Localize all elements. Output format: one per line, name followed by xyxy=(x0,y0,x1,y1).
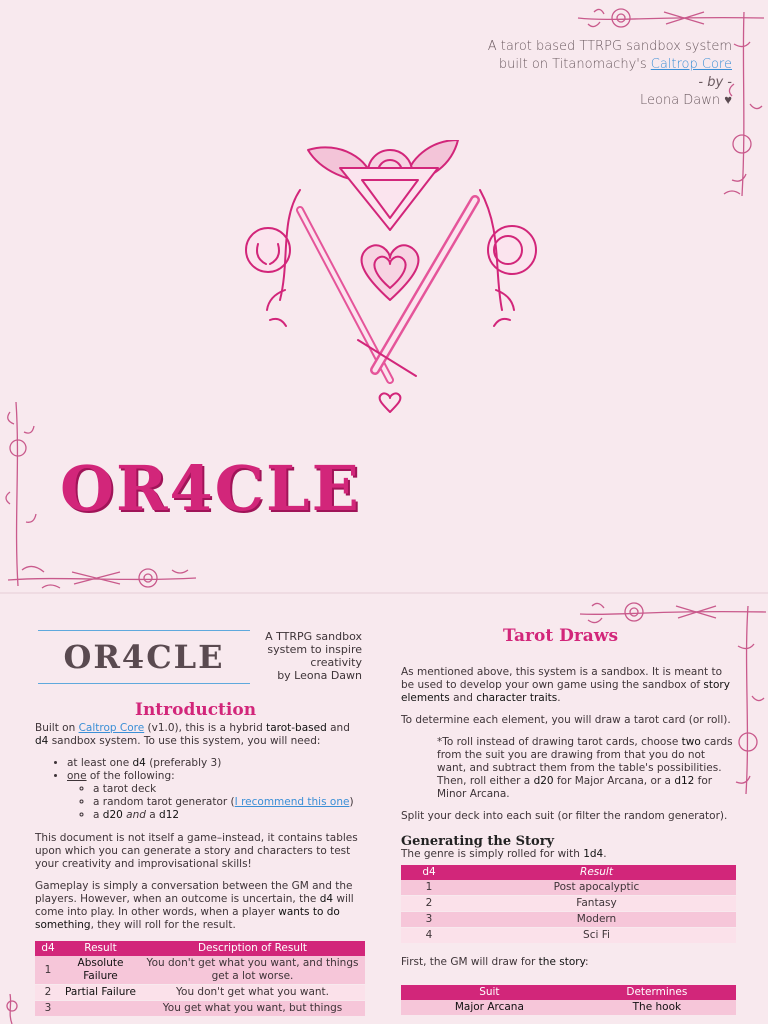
text: . xyxy=(557,692,561,704)
vine-ornament-content-left xyxy=(0,994,24,1024)
table-row xyxy=(35,985,365,1001)
header-tag-line-1: A TTRPG sandbox xyxy=(265,630,362,643)
gm-draw-paragraph xyxy=(401,956,736,969)
text: and xyxy=(326,722,350,734)
text: a xyxy=(93,809,103,821)
bold-text: character traits xyxy=(476,692,558,704)
italic-text: and xyxy=(122,809,150,821)
tagline-line-1: A tarot based TTRPG sandbox system xyxy=(487,39,732,54)
text: Built on xyxy=(35,722,79,734)
caltrop-core-link[interactable]: Caltrop Core xyxy=(650,57,732,72)
text: (preferably 3) xyxy=(145,757,222,769)
table-header-row xyxy=(35,941,365,956)
underlined-text: one xyxy=(67,770,87,782)
cover-title: OR4CLE xyxy=(60,452,361,525)
table-row xyxy=(401,896,736,912)
table-row xyxy=(401,1000,736,1016)
intro-paragraph-1 xyxy=(35,722,365,748)
table-header-cell: Result xyxy=(457,865,736,880)
result-table xyxy=(35,941,365,1017)
table-row xyxy=(401,880,736,896)
bold-text: story elements xyxy=(401,679,730,704)
bold-text: 1d4 xyxy=(583,848,604,860)
table-header-cell: Result xyxy=(61,941,140,956)
table-row xyxy=(401,928,736,944)
tagline-by: - by - xyxy=(698,75,732,90)
requirements-list xyxy=(35,757,365,822)
sub-list-item xyxy=(93,809,365,822)
text: for Minor Arcana. xyxy=(437,775,713,800)
text: As mentioned above, this system is a sandbox. It is meant to be used to develop your own game using the sandbox of xyxy=(401,666,723,691)
table-cell: Partial Failure xyxy=(61,985,140,1001)
sub-list-item xyxy=(93,796,365,809)
bold-text: d12 xyxy=(674,775,695,787)
text: for Major Arcana, or a xyxy=(553,775,675,787)
table-cell: Absolute Failure xyxy=(61,956,140,985)
table-row xyxy=(35,956,365,985)
text: a random tarot generator ( xyxy=(93,796,235,808)
table-cell: 2 xyxy=(401,896,457,912)
text: cards from the suit you are drawing from that you do not want, and subtract them from the table's possibilities. Then, roll either a xyxy=(437,736,733,787)
list-item xyxy=(67,770,365,822)
introduction-body xyxy=(35,722,365,1017)
text: a xyxy=(149,809,160,821)
text: of the following: xyxy=(86,770,175,782)
text: . xyxy=(603,848,607,860)
text: : xyxy=(585,956,589,968)
bold-text: d4 xyxy=(35,735,49,747)
bold-text: d12 xyxy=(159,809,180,821)
table-cell: The hook xyxy=(578,1000,736,1016)
genre-paragraph xyxy=(401,848,736,861)
tarot-paragraph-3: Split your deck into each suit (or filter the random generator). xyxy=(401,810,728,822)
table-cell xyxy=(61,1001,140,1017)
suit-table xyxy=(401,985,736,1016)
sub-list xyxy=(67,783,365,822)
introduction-heading: Introduction xyxy=(135,700,257,720)
table-header-cell: d4 xyxy=(35,941,61,956)
table-cell: You get what you want, but things xyxy=(140,1001,365,1017)
caltrop-core-inline-link[interactable]: Caltrop Core xyxy=(78,722,145,734)
table-header-cell: Description of Result xyxy=(140,941,365,956)
header-tag-line-3: creativity xyxy=(310,656,362,669)
header-tag-line-2: system to inspire xyxy=(267,643,362,656)
tagline-author: Leona Dawn xyxy=(639,93,721,108)
tarot-paragraph-1 xyxy=(401,666,736,705)
tarot-draws-heading: Tarot Draws xyxy=(503,626,619,646)
text: will come into play. In other words, when a player xyxy=(35,893,354,918)
text: *To roll instead of drawing tarot cards, choose xyxy=(437,736,682,748)
text: , they will roll for the result. xyxy=(90,919,236,931)
bold-text: d20 xyxy=(102,809,123,821)
tagline-text: built on Titanomachy's xyxy=(498,57,651,72)
text: ) xyxy=(349,796,354,808)
table-cell: Fantasy xyxy=(457,896,736,912)
header-tagline xyxy=(258,630,362,682)
tarot-generator-link[interactable]: I recommend this one xyxy=(234,796,350,808)
table-cell: You don't get what you want. xyxy=(140,985,365,1001)
header-logo: OR4CLE xyxy=(38,630,250,684)
table-cell: 2 xyxy=(35,985,61,1001)
table-header-cell: Suit xyxy=(401,985,578,1000)
table-cell: Modern xyxy=(457,912,736,928)
table-header-row xyxy=(401,985,736,1000)
text: First, the GM will draw for xyxy=(401,956,539,968)
table-cell: 3 xyxy=(401,912,457,928)
text: and xyxy=(449,692,477,704)
tagline-author-line xyxy=(488,92,732,110)
bold-text: d20 xyxy=(533,775,554,787)
bold-text: tarot-based xyxy=(266,722,327,734)
sub-list-item: ◦ a tarot deck xyxy=(93,783,365,796)
table-cell: Post apocalyptic xyxy=(457,880,736,896)
tagline-line-2 xyxy=(488,56,732,74)
oracle-emblem xyxy=(240,140,540,420)
table-cell: 4 xyxy=(401,928,457,944)
bold-text: wants to do something xyxy=(35,906,340,931)
tarot-roll-note xyxy=(401,736,736,801)
bold-text: two xyxy=(681,736,701,748)
header-tag-line-4: by Leona Dawn xyxy=(277,669,362,682)
bold-text: d4 xyxy=(319,893,334,905)
cover-tagline xyxy=(488,38,732,110)
bold-text: d4 xyxy=(132,757,146,769)
table-cell: You don't get what you want, and things get a lot worse. xyxy=(140,956,365,985)
heart-icon: ♥ xyxy=(724,93,732,108)
list-item xyxy=(67,757,365,770)
text: at least one xyxy=(67,757,133,769)
text: sandbox system. To use this system, you will need: xyxy=(48,735,321,747)
text: The genre is simply rolled for with xyxy=(401,848,584,860)
table-cell: Major Arcana xyxy=(401,1000,578,1016)
table-header-cell: d4 xyxy=(401,865,457,880)
table-header-cell: Determines xyxy=(578,985,736,1000)
tarot-draws-body xyxy=(401,666,736,1016)
content-page xyxy=(0,594,768,1024)
tarot-paragraph-2: To determine each element, you will draw a tarot card (or roll). xyxy=(401,714,731,726)
bold-text: the story xyxy=(538,956,586,968)
intro-paragraph-2: This document is not itself a game–instead, it contains tables upon which you can generate a story and characters to test your creativity and improvisational skills! xyxy=(35,832,358,870)
text: (v1.0), this is a hybrid xyxy=(144,722,267,734)
table-row xyxy=(35,1001,365,1017)
genre-table xyxy=(401,865,736,944)
text: Gameplay is simply a conversation between the GM and the players. However, when an outcome is uncertain, the xyxy=(35,880,353,905)
generating-story-heading: Generating the Story xyxy=(401,834,555,849)
table-header-row xyxy=(401,865,736,880)
table-cell: 1 xyxy=(401,880,457,896)
table-row xyxy=(401,912,736,928)
intro-paragraph-3 xyxy=(35,880,365,932)
table-cell: 3 xyxy=(35,1001,61,1017)
table-cell: Sci Fi xyxy=(457,928,736,944)
table-cell: 1 xyxy=(35,956,61,985)
